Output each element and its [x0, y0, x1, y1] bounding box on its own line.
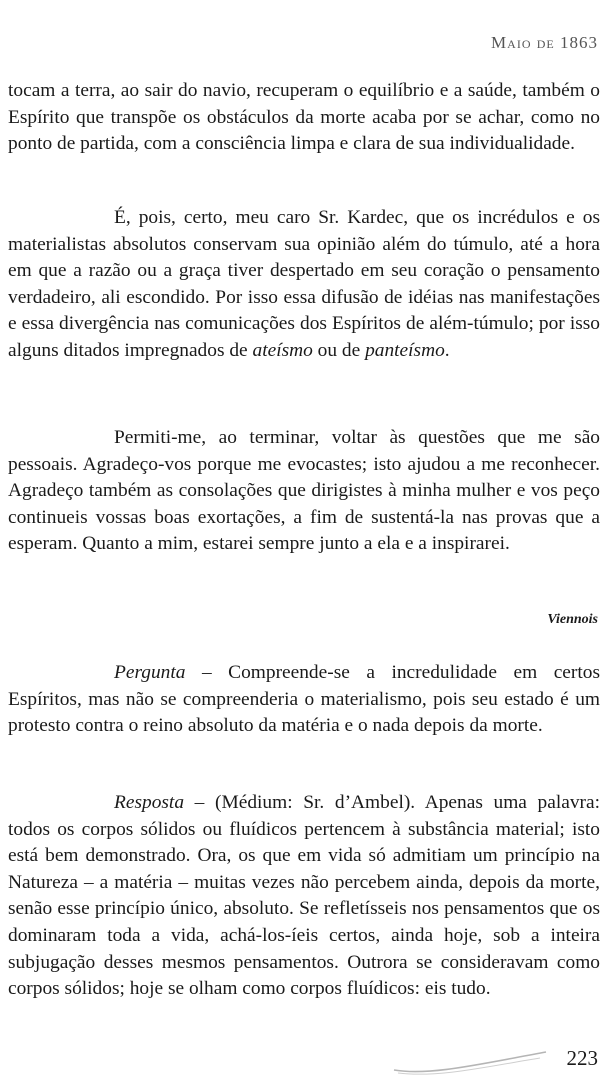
- paragraph-4-body: – Compreende-se a incredulidade em certos Espíritos, mas não se compreenderia o materialismo, pois seu estado é um protesto contra o reino absoluto da matéria e o nada depois da morte.: [8, 662, 600, 737]
- signature: Viennois: [547, 612, 598, 627]
- paragraph-4: [8, 660, 600, 740]
- paragraph-3-text: Permiti-me, ao terminar, voltar às questões que me são pessoais. Agradeço-vos porque me evocastes; isto ajudou a me reconhecer. Agradeço também as consolações que dirigistes à minha mulher e vos peço continueis vossas boas exortações, a fim de sustentá-la nas provas que a esperam. Quanto a mim, estarei sempre junto a ela e a inspirarei.: [8, 427, 600, 555]
- label-resposta: Resposta: [114, 792, 185, 813]
- paragraph-3: [8, 425, 600, 558]
- paragraph-2-mid: ou de: [312, 339, 366, 361]
- paragraph-2: [8, 205, 600, 365]
- paragraph-2-before: É, pois, certo, meu caro Sr. Kardec, que os incrédulos e os materialistas absolutos conservam sua opinião além do túmulo, até a hora em que a razão ou a graça tiver despertado em seu coração o pensamento verdadeiro, ali escondido. Por isso essa difusão de idéias nas manifestações e essa divergência nas comunicações dos Espíritos de além-túmulo; por isso alguns ditados impregnados de: [8, 207, 600, 361]
- paragraph-4-text: [8, 660, 600, 740]
- header-year: 1863: [560, 33, 598, 52]
- running-header: [491, 33, 598, 53]
- header-month: Maio: [491, 33, 532, 52]
- page-number: 223: [566, 1046, 598, 1070]
- paragraph-5: [8, 790, 600, 1003]
- paragraph-5-body: – (Médium: Sr. d’Ambel). Apenas uma palavra: todos os corpos sólidos ou fluídicos pertencem à substância material; isto está bem demonstrado. Ora, os que em vida só admitiam um princípio na Natureza – a matéria – muitas vezes não percebem ainda, depois da morte, senão esse princípio único, absoluto. Se refletísseis nos pensamentos que os dominaram toda a vida, achá-los-íeis certos, ainda hoje, sob a inteira subjugação desses mesmos pensamentos. Outrora se consideravam como corpos sólidos; hoje se olham como corpos fluídicos: eis tudo.: [8, 792, 600, 1000]
- paragraph-1-text: tocam a terra, ao sair do navio, recuperam o equilíbrio e a saúde, também o Espírito que transpõe os obstáculos da morte acaba por se achar, como no ponto de partida, com a consciência limpa e clara de sua individualidade.: [8, 80, 600, 155]
- word-ateismo: ateísmo: [252, 339, 313, 361]
- label-pergunta: Pergunta: [114, 662, 186, 683]
- header-de: de: [536, 33, 555, 52]
- word-panteismo: panteísmo: [365, 339, 445, 361]
- footer-swoosh-ornament: [390, 1046, 550, 1076]
- paragraph-5-text: [8, 790, 600, 1003]
- paragraph-2-after: .: [444, 339, 450, 361]
- paragraph-2-text: [8, 205, 600, 365]
- paragraph-1: [8, 78, 600, 158]
